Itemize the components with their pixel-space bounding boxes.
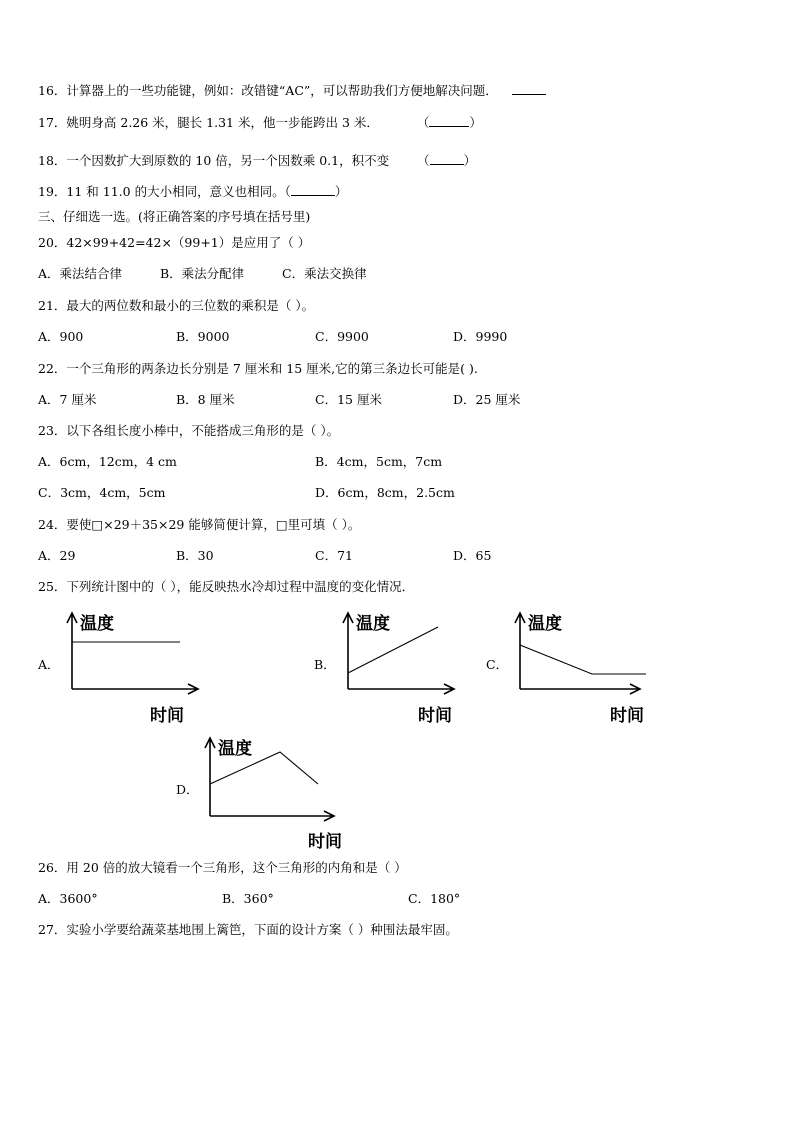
answer-blank[interactable]: [291, 195, 335, 196]
y-axis-label: 温度: [218, 739, 252, 759]
graph-b[interactable]: [334, 605, 474, 725]
y-axis-label: 温度: [80, 614, 114, 634]
option-b[interactable]: B．360°: [222, 891, 274, 906]
y-axis-arrow: [515, 613, 525, 689]
option-a[interactable]: A．7 厘米: [38, 392, 97, 407]
question-20-text: 20．42×99+42=42×（99+1）是应用了（ ）: [38, 235, 311, 250]
option-c[interactable]: C．71: [315, 548, 353, 563]
x-axis-arrow: [520, 684, 640, 694]
question-25-text: 25．下列统计图中的（ ），能反映热水冷却过程中温度的变化情况．: [38, 579, 415, 594]
paren-open: （: [417, 153, 430, 168]
graph-option-c-label[interactable]: C．: [486, 657, 509, 672]
question-16: [38, 83, 546, 99]
question-19-text: 19．11 和 11.0 的大小相同，意义也相同。（: [38, 184, 291, 199]
section-3-title: 三、仔细选一选。(将正确答案的序号填在括号里): [38, 209, 311, 224]
option-c[interactable]: C．180°: [408, 891, 461, 906]
question-18: [38, 153, 476, 169]
graph-option-d-label[interactable]: D．: [176, 782, 199, 797]
y-axis-label: 温度: [356, 614, 390, 634]
y-axis-arrow: [67, 613, 77, 689]
question-18-text: 18．一个因数扩大到原数的 10 倍，另一个因数乘 0.1，积不变: [38, 153, 390, 168]
x-axis-arrow: [210, 811, 334, 821]
x-axis-label: 时间: [610, 706, 644, 725]
option-c[interactable]: C．9900: [315, 329, 369, 344]
option-c[interactable]: C．3cm，4cm，5cm: [38, 485, 166, 500]
option-a[interactable]: A．3600°: [38, 891, 98, 906]
paren-close: ）: [469, 115, 482, 130]
y-axis-label: 温度: [528, 614, 562, 634]
option-d[interactable]: D．25 厘米: [453, 392, 521, 407]
paren-close: ）: [463, 153, 477, 168]
option-c[interactable]: C．15 厘米: [315, 392, 382, 407]
graph-a[interactable]: [58, 605, 208, 725]
option-a[interactable]: A．6cm，12cm，4 cm: [38, 454, 177, 469]
x-axis-label: 时间: [150, 706, 184, 725]
option-d[interactable]: D．65: [453, 548, 492, 563]
option-b[interactable]: B．9000: [176, 329, 230, 344]
x-axis-arrow: [72, 684, 198, 694]
question-27-text: 27．实验小学要给蔬菜基地围上篱笆，下面的设计方案（ ）种围法最牢固。: [38, 922, 458, 937]
graph-d[interactable]: [196, 730, 356, 852]
option-d[interactable]: D．6cm，8cm，2.5cm: [315, 485, 455, 500]
answer-blank[interactable]: [430, 164, 464, 165]
option-a[interactable]: A．乘法结合律: [38, 266, 123, 281]
question-21-text: 21．最大的两位数和最小的三位数的乘积是（ ）。: [38, 298, 315, 313]
y-axis-arrow: [343, 613, 353, 689]
paren-close: ）: [334, 184, 348, 199]
question-26-text: 26．用 20 倍的放大镜看一个三角形，这个三角形的内角和是（ ）: [38, 860, 407, 875]
temperature-line: [520, 645, 646, 674]
option-b[interactable]: B．乘法分配律: [160, 266, 245, 281]
question-22-text: 22．一个三角形的两条边长分别是 7 厘米和 15 厘米,它的第三条边长可能是( ).: [38, 361, 478, 376]
x-axis-arrow: [348, 684, 454, 694]
graph-c[interactable]: [506, 605, 658, 725]
question-16-text: 16．计算器上的一些功能键，例如：改错键“AC”，可以帮助我们方便地解决问题．: [38, 83, 498, 98]
option-a[interactable]: A．900: [38, 329, 84, 344]
question-17: [38, 115, 482, 131]
graph-option-b-label[interactable]: B．: [314, 657, 336, 672]
x-axis-label: 时间: [308, 832, 342, 852]
graph-option-a-label[interactable]: A．: [38, 657, 60, 672]
question-17-text: 17．姚明身高 2.26 米，腿长 1.31 米，他一步能跨出 3 米．: [38, 115, 379, 130]
x-axis-label: 时间: [418, 706, 452, 725]
answer-blank[interactable]: [429, 126, 469, 127]
option-a[interactable]: A．29: [38, 548, 76, 563]
option-b[interactable]: B．4cm，5cm，7cm: [315, 454, 443, 469]
paren-open: （: [416, 115, 430, 130]
option-b[interactable]: B．8 厘米: [176, 392, 235, 407]
answer-blank[interactable]: [512, 94, 546, 95]
question-19: [38, 184, 347, 200]
question-24-text: 24．要使□×29＋35×29 能够简便计算，□里可填（ ）。: [38, 517, 361, 532]
option-d[interactable]: D．9990: [453, 329, 508, 344]
option-b[interactable]: B．30: [176, 548, 214, 563]
option-c[interactable]: C．乘法交换律: [282, 266, 367, 281]
question-23-text: 23．以下各组长度小棒中，不能搭成三角形的是（ ）。: [38, 423, 340, 438]
y-axis-arrow: [205, 738, 215, 816]
